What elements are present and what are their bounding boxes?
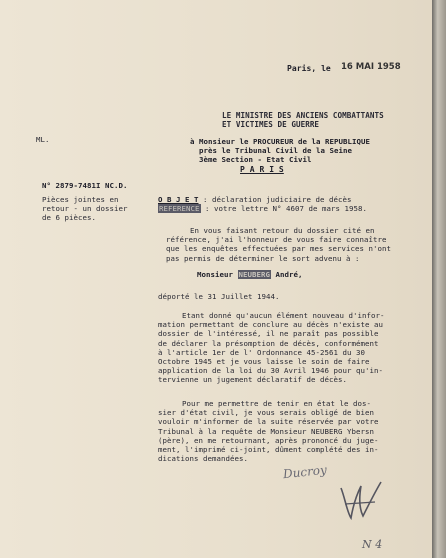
para1-line: que les enquêtes effectuées par mes services n'ont bbox=[166, 244, 391, 254]
reference-label: REFERENCE bbox=[159, 204, 200, 213]
objet-line bbox=[158, 195, 352, 204]
para3-line: ment, l'imprimé ci-joint, dûment complété des in- bbox=[158, 445, 379, 455]
addressee-line-3: 3ème Section - Etat Civil bbox=[199, 155, 312, 164]
reference-number: N° 2879-7481I NC.D. bbox=[42, 181, 128, 190]
enclosures-line-2: retour - un dossier bbox=[42, 204, 128, 213]
reference-line bbox=[158, 204, 367, 213]
city-date-label: Paris, le bbox=[287, 64, 331, 73]
para3-line: dications demandées. bbox=[158, 454, 248, 464]
para3-line: Pour me permettre de tenir en état le dos- bbox=[182, 399, 371, 408]
para1-line: En vous faisant retour du dossier cité en bbox=[190, 226, 375, 235]
para3-line: Tribunal à la requête de Monsieur NEUBERG Ybersn bbox=[158, 426, 374, 436]
addressee-line-2: près le Tribunal Civil de la Seine bbox=[199, 146, 352, 155]
signature-mark bbox=[335, 478, 385, 526]
initials: ML. bbox=[36, 135, 50, 144]
deported-line: déporté le 31 Juillet 1944. bbox=[158, 292, 280, 301]
addressee-city: P A R I S bbox=[240, 165, 284, 174]
ministry-line-1: LE MINISTRE DES ANCIENS COMBATTANTS bbox=[222, 111, 384, 120]
para3-line: (père), en me retournant, après prononcé du juge- bbox=[158, 435, 379, 445]
reference-text: : votre lettre N° 4607 de mars 1958. bbox=[205, 204, 367, 213]
para2-line: tervienne un jugement déclaratif de décès. bbox=[158, 375, 347, 385]
para2-line: mation permettant de conclure au décès n'existe au bbox=[158, 320, 383, 330]
para2-line: Octobre 1945 et je vous laisse le soin de faire bbox=[158, 357, 370, 367]
signature-name: Ducroy bbox=[282, 462, 328, 482]
enclosures-line-3: de 6 pièces. bbox=[42, 213, 96, 222]
para1-line: pas permis de déterminer le sort advenu à : bbox=[166, 253, 360, 263]
subject-first: André, bbox=[275, 270, 303, 279]
objet-label: O B J E T bbox=[158, 195, 199, 204]
subject-name: NEUBERG bbox=[238, 270, 270, 279]
para3-line: sier d'état civil, je vous serais obligé de bien bbox=[158, 408, 374, 418]
subject-line bbox=[197, 270, 303, 279]
ministry-line-2: ET VICTIMES DE GUERRE bbox=[222, 120, 320, 129]
date-stamp: 16 MAI 1958 bbox=[341, 62, 401, 72]
paragraph-2 bbox=[158, 311, 384, 385]
para3-line: vouloir m'informer de la suite réservée par votre bbox=[158, 417, 379, 427]
addressee-line-1: à Monsieur le PROCUREUR de la REPUBLIQUE bbox=[190, 137, 370, 146]
para2-line: de déclarer la présomption de décès, conformément bbox=[158, 338, 379, 348]
margin-mark: N 4 bbox=[362, 538, 383, 551]
para2-line: application de la loi du 30 Avril 1946 pour qu'in- bbox=[158, 366, 383, 376]
enclosures-line-1: Pièces jointes en bbox=[42, 195, 119, 204]
para2-line: Etant donné qu'aucun élément nouveau d'infor- bbox=[182, 311, 385, 320]
para1-line: référence, j'ai l'honneur de vous faire connaître bbox=[166, 235, 387, 245]
para2-line: dossier de l'intéressé, il ne paraît pas possible bbox=[158, 329, 379, 339]
page-edge bbox=[432, 0, 446, 558]
para2-line: à l'article 1er de l' Ordonnance 45-2561 du 30 bbox=[158, 347, 365, 357]
paragraph-3 bbox=[158, 399, 378, 463]
objet-text: : déclaration judiciaire de décès bbox=[203, 195, 352, 204]
paragraph-1 bbox=[166, 226, 391, 263]
subject-prefix: Monsieur bbox=[197, 270, 233, 279]
